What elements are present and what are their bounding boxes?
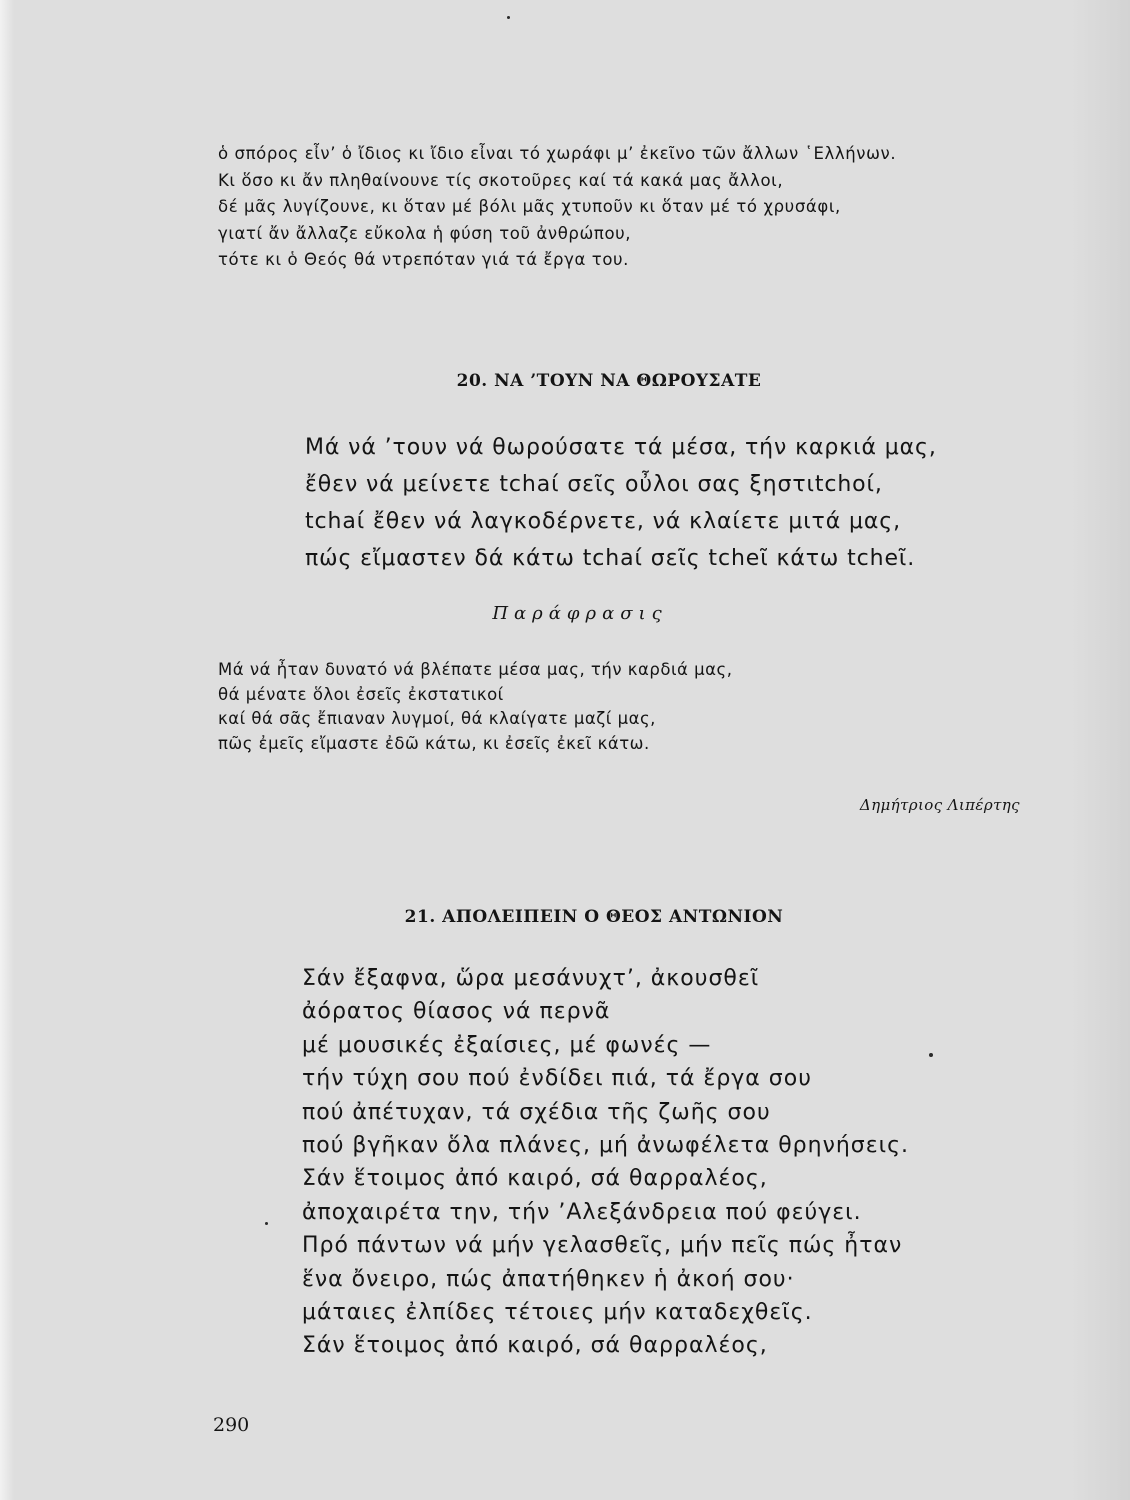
- paraphrase-title: Παράφρασις: [492, 603, 668, 624]
- poem-line: πού βγῆκαν ὅλα πλάνες, μή ἀνωφέλετα θρηνήσεις.: [302, 1133, 909, 1159]
- author-signature: Δημήτριος Λιπέρτης: [859, 796, 1020, 814]
- intro-line: τότε κι ὁ Θεός θά ντρεπόταν γιά τά ἔργα του.: [218, 250, 630, 269]
- poem-21-body: [302, 962, 909, 1363]
- paraphrase-body: [218, 658, 732, 756]
- poem-line: τήν τύχη σου πού ἐνδίδει πιά, τά ἔργα σου: [302, 1066, 812, 1092]
- ink-speck: [507, 16, 510, 19]
- page-number: 290: [213, 1414, 250, 1436]
- poem-line: Μά νά ’τουν νά θωρούσατε τά μέσα, τήν καρκιά μας,: [305, 435, 937, 460]
- intro-stanza: [218, 141, 896, 274]
- intro-line: γιατί ἄν ἄλλαζε εὔκολα ἡ φύση τοῦ ἀνθρώπου,: [218, 223, 632, 243]
- intro-line: Κι ὅσο κι ἄν πληθαίνουνε τίς σκοτοῦρες καί τά κακά μας ἄλλοι,: [218, 170, 784, 190]
- poem-line: πού ἀπέτυχαν, τά σχέδια τῆς ζωῆς σου: [302, 1099, 771, 1125]
- page-edge-left: [0, 0, 14, 1500]
- paraphrase-line: Μά νά ἦταν δυνατό νά βλέπατε μέσα μας, τήν καρδιά μας,: [218, 660, 733, 679]
- paraphrase-line: πῶς ἐμεῖς εἴμαστε ἐδῶ κάτω, κι ἐσεῖς ἐκεῖ κάτω.: [218, 733, 650, 753]
- intro-line: δέ μᾶς λυγίζουνε, κι ὅταν μέ βόλι μᾶς χτυποῦν κι ὅταν μέ τό χρυσάφι,: [218, 197, 841, 216]
- poem-line: μάταιες ἐλπίδες τέτοιες μήν καταδεχθεῖς.: [302, 1300, 813, 1326]
- poem-line: tchaί ἔθεν νά λαγκοδέρνετε, νά κλαίετε μιτά μας,: [305, 509, 902, 534]
- poem-line: Σάν ἕτοιμος ἀπό καιρό, σά θαρραλέος,: [302, 1166, 768, 1192]
- poem-line: ἔθεν νά μείνετε tchaί σεῖς οὖλοι σας ξηστιtchoί,: [305, 472, 883, 497]
- poem-line: ἀποχαιρέτα την, τήν ’Αλεξάνδρεια πού φεύγει.: [302, 1199, 862, 1225]
- paraphrase-line: θά μένατε ὅλοι ἐσεῖς ἐκστατικοί: [218, 684, 504, 704]
- poem-line: Σάν ἕτοιμος ἀπό καιρό, σά θαρραλέος,: [302, 1333, 768, 1359]
- poem-line: ἀόρατος θίασος νά περνᾶ: [302, 999, 611, 1025]
- poem-line: μέ μουσικές ἐξαίσιες, μέ φωνές —: [302, 1032, 712, 1058]
- poem-line: Πρό πάντων νά μήν γελασθεῖς, μήν πεῖς πώς ἦταν: [302, 1233, 903, 1259]
- poem-20-body: [305, 429, 937, 577]
- poem-line: ἕνα ὄνειρο, πώς ἀπατήθηκεν ἡ ἀκοή σου·: [302, 1266, 795, 1292]
- ink-speck: [929, 1053, 933, 1057]
- intro-line: ὁ σπόρος εἶν’ ὁ ἴδιος κι ἴδιο εἶναι τό χωράφι μ’ ἐκεῖνο τῶν ἄλλων ῾Ελλήνων.: [218, 144, 897, 163]
- paraphrase-line: καί θά σᾶς ἔπιαναν λυγμοί, θά κλαίγατε μαζί μας,: [218, 709, 656, 728]
- ink-speck: [265, 1222, 268, 1225]
- poem-line: Σάν ἔξαφνα, ὥρα μεσάνυχτ’, ἀκουσθεῖ: [302, 966, 760, 991]
- poem-line: πώς εἴμαστεν δά κάτω tchaί σεῖς tcheῖ κάτω tcheῖ.: [305, 546, 916, 571]
- page-edge-right: [1070, 0, 1130, 1500]
- poem-21-heading: 21. ΑΠΟΛΕΙΠΕΙΝ Ο ΘΕΟΣ ΑΝΤΩΝΙΟΝ: [404, 907, 784, 927]
- poem-20-heading: 20. ΝΑ ’ΤΟΥΝ ΝΑ ΘΩΡΟΥΣΑΤΕ: [456, 371, 762, 391]
